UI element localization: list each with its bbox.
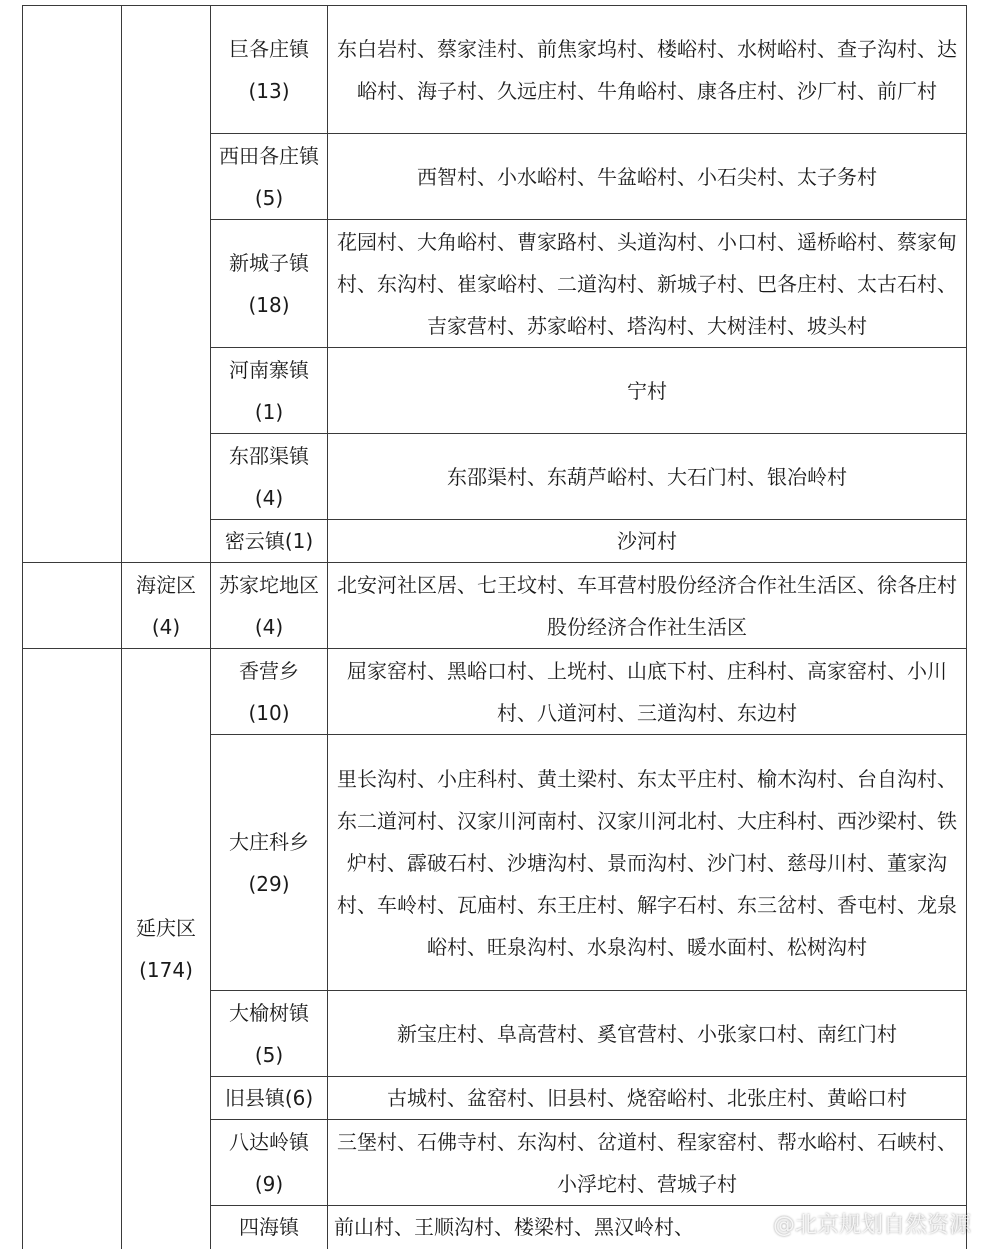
town-cell <box>211 1120 328 1206</box>
town-count: (18) <box>248 292 290 317</box>
town-cell <box>211 348 328 434</box>
town-count: (13) <box>248 78 290 103</box>
villages-cell: 古城村、盆窑村、旧县村、烧窑峪村、北张庄村、黄峪口村 <box>328 1077 967 1120</box>
blank-cell <box>23 649 122 1249</box>
villages-cell: 新宝庄村、阜高营村、奚官营村、小张家口村、南红门村 <box>328 991 967 1077</box>
town-count: (1) <box>254 399 284 424</box>
villages-cell: 三堡村、石佛寺村、东沟村、岔道村、程家窑村、帮水峪村、石峡村、小浮坨村、营城子村 <box>328 1120 967 1206</box>
villages-cell: 西智村、小水峪村、牛盆峪村、小石尖村、太子务村 <box>328 134 967 220</box>
table-row <box>23 6 967 134</box>
table-row <box>23 649 967 735</box>
blank-cell <box>23 563 122 649</box>
town-cell <box>211 220 328 348</box>
town-cell <box>211 520 328 563</box>
town-name: 八达岭镇 <box>229 1129 309 1154</box>
villages-cell: 屈家窑村、黑峪口村、上垙村、山底下村、庄科村、高家窑村、小川村、八道河村、三道沟村、东边村 <box>328 649 967 735</box>
town-name: 旧县镇(6) <box>224 1086 314 1110</box>
district-cell <box>122 563 211 649</box>
district-cell <box>122 649 211 1249</box>
town-name: 苏家坨地区(4) <box>219 572 319 639</box>
district-name: 海淀区 <box>136 572 196 597</box>
watermark: @北京规划自然资源 <box>772 1213 971 1238</box>
villages-cell: 花园村、大角峪村、曹家路村、头道沟村、小口村、遥桥峪村、蔡家甸村、东沟村、崔家峪村、二道沟村、新城子村、巴各庄村、太古石村、吉家营村、苏家峪村、塔沟村、大树洼村、坡头村 <box>328 220 967 348</box>
town-count: (5) <box>254 185 284 210</box>
town-name: 新城子镇 <box>229 250 309 275</box>
town-cell <box>211 735 328 991</box>
town-name: 四海镇 <box>239 1215 299 1240</box>
villages-cell: 东白岩村、蔡家洼村、前焦家坞村、楼峪村、水树峪村、查子沟村、达峪村、海子村、久远庄村、牛角峪村、康各庄村、沙厂村、前厂村 <box>328 6 967 134</box>
villages-cell: 里长沟村、小庄科村、黄土梁村、东太平庄村、榆木沟村、台自沟村、东二道河村、汉家川河南村、汉家川河北村、大庄科村、西沙梁村、铁炉村、霹破石村、沙塘沟村、景而沟村、沙门村、慈母川村、董家沟村、车岭村、瓦庙村、东王庄村、解字石村、东三岔村、香屯村、龙泉峪村、旺泉沟村、水泉沟村、暖水面村、松树沟村 <box>328 735 967 991</box>
town-count: (10) <box>248 700 290 725</box>
district-count: (4) <box>151 614 181 639</box>
district-count: (174) <box>139 957 193 982</box>
town-name: 西田各庄镇 <box>219 143 319 168</box>
town-cell <box>211 134 328 220</box>
villages-cell: 宁村 <box>328 348 967 434</box>
town-cell <box>211 6 328 134</box>
town-cell <box>211 649 328 735</box>
town-count: (5) <box>254 1042 284 1067</box>
villages-cell: 前山村、王顺沟村、楼梁村、黑汉岭村、 <box>328 1206 967 1249</box>
town-cell <box>211 1206 328 1249</box>
town-count: (4) <box>254 485 284 510</box>
town-name: 密云镇(1) <box>224 529 314 553</box>
town-name: 大榆树镇 <box>229 1000 309 1025</box>
blank-cell <box>122 6 211 563</box>
villages-cell: 东邵渠村、东葫芦峪村、大石门村、银冶岭村 <box>328 434 967 520</box>
town-count: (29) <box>248 871 290 896</box>
town-count: (9) <box>254 1171 284 1196</box>
town-name: 巨各庄镇 <box>229 36 309 61</box>
blank-cell <box>23 6 122 563</box>
town-cell <box>211 434 328 520</box>
town-cell <box>211 991 328 1077</box>
town-name: 大庄科乡 <box>229 829 309 854</box>
villages-cell: 北安河社区居、七王坟村、车耳营村股份经济合作社生活区、徐各庄村股份经济合作社生活区 <box>328 563 967 649</box>
table-row <box>23 563 967 649</box>
village-list-table <box>22 5 967 1249</box>
town-cell <box>211 1077 328 1120</box>
villages-cell: 沙河村 <box>328 520 967 563</box>
district-name: 延庆区 <box>136 915 196 940</box>
town-name: 河南寨镇 <box>229 357 309 382</box>
town-name: 香营乡 <box>239 658 299 683</box>
town-cell <box>211 563 328 649</box>
town-name: 东邵渠镇 <box>229 443 309 468</box>
